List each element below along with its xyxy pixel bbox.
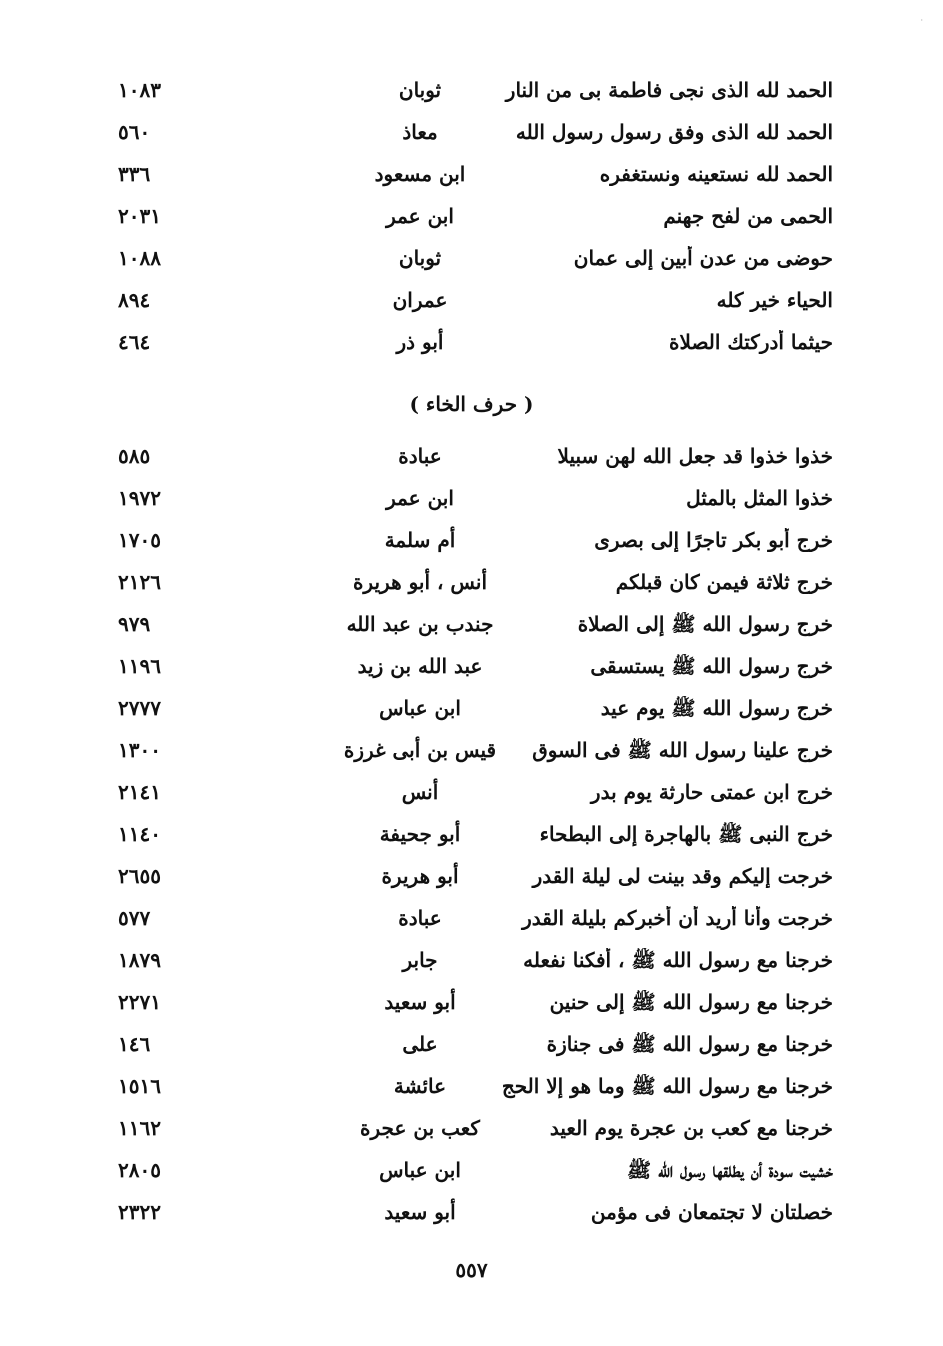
index-row bbox=[0, 524, 943, 566]
narrator-name: أم سلمة bbox=[384, 528, 456, 552]
hadith-number: ٢٦٥٥ bbox=[118, 864, 161, 888]
narrator-name: أبو هريرة bbox=[381, 864, 459, 888]
narrator-name: أبو ذر bbox=[396, 330, 444, 354]
hadith-number: ١٤٦ bbox=[118, 1032, 151, 1056]
hadith-opening-text: خرج علينا رسول الله ﷺ فى السوق bbox=[532, 738, 833, 762]
narrator-name: جابر bbox=[402, 948, 438, 972]
hadith-opening-text: خرج أبو بكر تاجرًا إلى بصرى bbox=[594, 528, 833, 552]
hadith-opening-text: خرج رسول الله ﷺ يوم عيد bbox=[600, 696, 833, 720]
hadith-opening-text: الحمى من لفح جهنم bbox=[663, 204, 833, 228]
narrator-name: على bbox=[402, 1032, 438, 1056]
hadith-opening-text: حوضى من عدن أبين إلى عمان bbox=[573, 246, 833, 270]
index-row bbox=[0, 608, 943, 650]
index-row bbox=[0, 326, 943, 368]
hadith-number: ٢٢٧١ bbox=[118, 990, 161, 1014]
corner-mark: · bbox=[920, 16, 923, 25]
hadith-index-list-ha bbox=[0, 74, 943, 368]
index-row bbox=[0, 1070, 943, 1112]
hadith-opening-text: خذوا المثل بالمثل bbox=[686, 486, 833, 510]
hadith-opening-text: الحياء خير كله bbox=[716, 288, 833, 312]
hadith-opening-text: خصلتان لا تجتمعان فى مؤمن bbox=[590, 1200, 833, 1224]
hadith-number: ٢١٤١ bbox=[118, 780, 161, 804]
hadith-number: ٣٣٦ bbox=[118, 162, 151, 186]
index-row bbox=[0, 776, 943, 818]
index-row bbox=[0, 74, 943, 116]
narrator-name: أنس bbox=[401, 780, 439, 804]
hadith-opening-text: خرجنا مع رسول الله ﷺ إلى حنين bbox=[549, 990, 833, 1014]
index-row bbox=[0, 566, 943, 608]
hadith-number: ٢٠٣١ bbox=[118, 204, 161, 228]
narrator-name: ابن عمر bbox=[386, 204, 454, 228]
narrator-name: جندب بن عبد الله bbox=[346, 612, 494, 636]
index-row bbox=[0, 650, 943, 692]
hadith-index-list-kha bbox=[0, 440, 943, 1238]
hadith-number: ١٥١٦ bbox=[118, 1074, 161, 1098]
narrator-name: عبادة bbox=[398, 906, 442, 930]
hadith-opening-text: خرجنا مع كعب بن عجرة يوم العيد bbox=[549, 1116, 833, 1140]
hadith-number: ١٧٠٥ bbox=[118, 528, 161, 552]
index-row bbox=[0, 158, 943, 200]
narrator-name: ثوبان bbox=[398, 246, 442, 270]
hadith-opening-text: خرج رسول الله ﷺ يستسقى bbox=[590, 654, 833, 678]
hadith-opening-text: خذوا خذوا قد جعل الله لهن سبيلا bbox=[557, 444, 833, 468]
index-row bbox=[0, 944, 943, 986]
section-heading: ( حرف الخاء ) bbox=[409, 392, 534, 416]
narrator-name: عائشة bbox=[393, 1074, 447, 1098]
narrator-name: عمران bbox=[392, 288, 448, 312]
hadith-number: ١٩٧٢ bbox=[118, 486, 161, 510]
hadith-number: ٨٩٤ bbox=[118, 288, 151, 312]
narrator-name: ابن عباس bbox=[379, 1158, 461, 1182]
hadith-number: ١١٦٢ bbox=[118, 1116, 161, 1140]
page-number: ٥٥٧ bbox=[455, 1258, 488, 1282]
index-row bbox=[0, 1112, 943, 1154]
hadith-opening-text: خرجنا مع رسول الله ﷺ وما هو إلا الحج bbox=[501, 1074, 833, 1098]
hadith-opening-text: خرجت وأنا أريد أن أخبركم بليلة القدر bbox=[522, 906, 833, 930]
hadith-opening-text: خرج رسول الله ﷺ إلى الصلاة bbox=[577, 612, 833, 636]
index-row bbox=[0, 818, 943, 860]
hadith-number: ٥٦٠ bbox=[118, 120, 151, 144]
narrator-name: أبو سعيد bbox=[384, 1200, 456, 1224]
index-row bbox=[0, 1196, 943, 1238]
hadith-number: ٥٨٥ bbox=[118, 444, 151, 468]
hadith-opening-text: خرجت إليكم وقد بينت لى ليلة القدر bbox=[532, 864, 833, 888]
index-row bbox=[0, 902, 943, 944]
hadith-opening-text: خرج ابن عمتى حارثة يوم بدر bbox=[590, 780, 833, 804]
hadith-number: ٩٧٩ bbox=[118, 612, 151, 636]
hadith-number: ٢٧٧٧ bbox=[118, 696, 161, 720]
hadith-number: ١٠٨٨ bbox=[118, 246, 161, 270]
index-row bbox=[0, 482, 943, 524]
hadith-opening-text: خرجنا مع رسول الله ﷺ ، أفكنا نفعله bbox=[523, 948, 833, 972]
index-row bbox=[0, 1154, 943, 1196]
narrator-name: ابن عباس bbox=[379, 696, 461, 720]
narrator-name: قيس بن أبى غرزة bbox=[343, 738, 497, 762]
index-row bbox=[0, 440, 943, 482]
index-row bbox=[0, 860, 943, 902]
index-row bbox=[0, 116, 943, 158]
index-row bbox=[0, 284, 943, 326]
hadith-number: ١٣٠٠ bbox=[118, 738, 161, 762]
narrator-name: ابن مسعود bbox=[374, 162, 466, 186]
narrator-name: أنس ، أبو هريرة bbox=[352, 570, 488, 594]
hadith-number: ١٠٨٣ bbox=[118, 78, 161, 102]
hadith-number: ١١٩٦ bbox=[118, 654, 161, 678]
index-row bbox=[0, 242, 943, 284]
index-row bbox=[0, 1028, 943, 1070]
hadith-number: ٢١٢٦ bbox=[118, 570, 161, 594]
hadith-opening-text: خرج النبى ﷺ بالهاجرة إلى البطحاء bbox=[539, 822, 833, 846]
index-row bbox=[0, 200, 943, 242]
hadith-opening-text: حيثما أدركتك الصلاة bbox=[669, 330, 833, 354]
hadith-opening-text: الحمد لله الذى نجى فاطمة بى من النار bbox=[505, 78, 833, 102]
hadith-opening-text: خرجنا مع رسول الله ﷺ فى جنازة bbox=[546, 1032, 833, 1056]
narrator-name: عبد الله بن زيد bbox=[357, 654, 483, 678]
narrator-name: ابن عمر bbox=[386, 486, 454, 510]
hadith-opening-text: خرج ثلاثة فيمن كان قبلكم bbox=[615, 570, 833, 594]
hadith-number: ١٨٧٩ bbox=[118, 948, 161, 972]
narrator-name: عبادة bbox=[398, 444, 442, 468]
hadith-number: ٢٣٢٢ bbox=[118, 1200, 161, 1224]
narrator-name: أبو جحيفة bbox=[379, 822, 461, 846]
hadith-opening-text: الحمد لله الذى وفق رسول رسول الله bbox=[515, 120, 833, 144]
narrator-name: معاذ bbox=[402, 120, 438, 144]
hadith-number: ١١٤٠ bbox=[118, 822, 161, 846]
index-row bbox=[0, 734, 943, 776]
hadith-number: ٢٨٠٥ bbox=[118, 1158, 161, 1182]
hadith-opening-text: خشيت سودة أن يطلقها رسول الله ﷺ bbox=[627, 1158, 833, 1182]
hadith-number: ٤٦٤ bbox=[118, 330, 151, 354]
index-row bbox=[0, 986, 943, 1028]
hadith-opening-text: الحمد لله نستعينه ونستغفره bbox=[599, 162, 833, 186]
narrator-name: كعب بن عجرة bbox=[360, 1116, 480, 1140]
narrator-name: ثوبان bbox=[398, 78, 442, 102]
hadith-number: ٥٧٧ bbox=[118, 906, 151, 930]
narrator-name: أبو سعيد bbox=[384, 990, 456, 1014]
index-row bbox=[0, 692, 943, 734]
